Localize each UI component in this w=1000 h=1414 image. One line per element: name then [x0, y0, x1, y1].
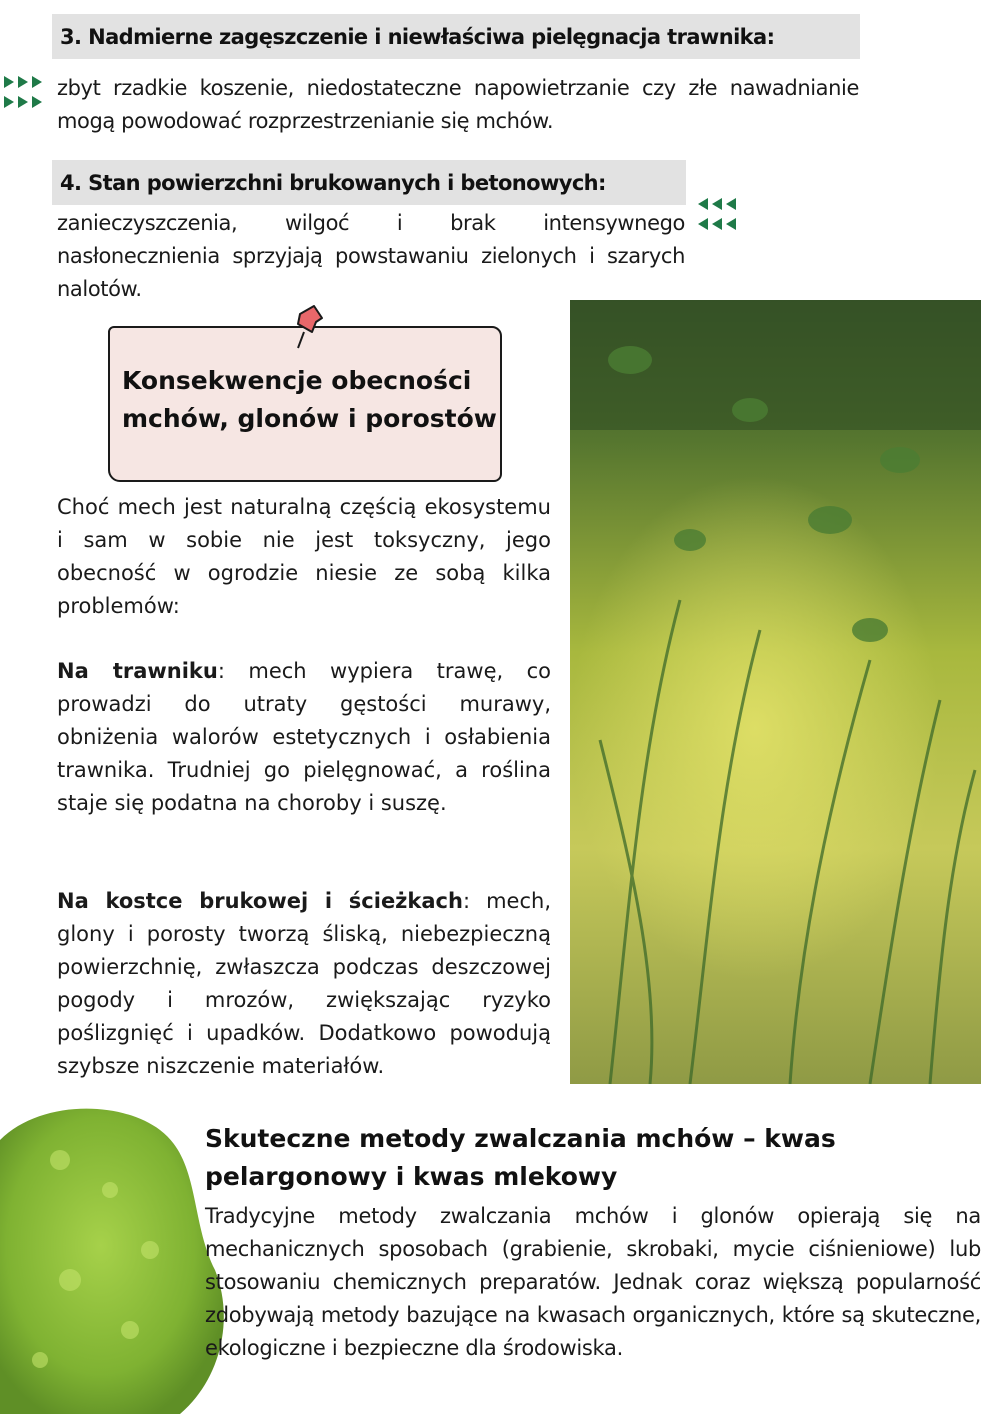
methods-title: Skuteczne metody zwalczania mchów – kwas pelargonowy i kwas mlekowy	[205, 1124, 836, 1191]
consequences-intro: Choć mech jest naturalną częścią ekosystemu i sam w sobie nie jest toksyczny, jego obecność w ogrodzie niesie ze sobą kilka problemów:	[57, 495, 551, 618]
lawn-label: Na trawniku	[57, 659, 218, 683]
push-pin-icon	[292, 302, 328, 350]
section-4-heading	[52, 160, 686, 205]
lawn-paragraph: Na trawniku: mech wypiera trawę, co prowadzi do utraty gęstości murawy, obniżenia walorów estetycznych i osłabienia trawnika. Trudniej go pielęgnować, a roślina staje się podatna na choroby i suszę.	[57, 659, 551, 815]
paving-label: Na kostce brukowej i ścieżkach	[57, 889, 463, 913]
paving-paragraph: Na kostce brukowej i ścieżkach: mech, glony i porosty tworzą śliską, niebezpieczną powierzchnię, zwłaszcza podczas deszczowej pogody i mrozów, zwiększając ryzyko poślizgnięć i upadków. Dodatkowo powodują szybsze niszczenie materiałów.	[57, 889, 551, 1078]
section-3-heading	[52, 14, 860, 59]
consequences-title: Konsekwencje obecności mchów, glonów i porostów	[122, 366, 497, 433]
methods-text: Tradycyjne metody zwalczania mchów i glonów opierają się na mechanicznych sposobach (grabienie, skrobaki, mycie ciśnieniowe) lub stosowaniu chemicznych preparatów. Jednak coraz większą popularność zdobywają metody bazujące na kwasach organicznych, które są skuteczne, ekologiczne i bezpieczne dla środowiska.	[205, 1204, 981, 1360]
moss-lawn-photo	[570, 300, 981, 1084]
section-4-text: zanieczyszczenia, wilgoć i brak intensywnego nasłonecznienia sprzyjają powstawaniu zielonych i szarych nalotów.	[57, 211, 685, 301]
section-3-heading-text: 3. Nadmierne zagęszczenie i niewłaściwa pielęgnacja trawnika:	[60, 24, 775, 49]
section-4-heading-text: 4. Stan powierzchni brukowanych i betonowych:	[60, 170, 606, 195]
moss-clump-image	[0, 1100, 230, 1414]
triangle-arrows-left-icon	[696, 196, 740, 234]
section-3-text: zbyt rzadkie koszenie, niedostateczne napowietrzanie czy złe nawadnianie mogą powodować rozprzestrzenianie się mchów.	[57, 76, 859, 133]
triangle-arrows-right-icon	[2, 74, 46, 112]
